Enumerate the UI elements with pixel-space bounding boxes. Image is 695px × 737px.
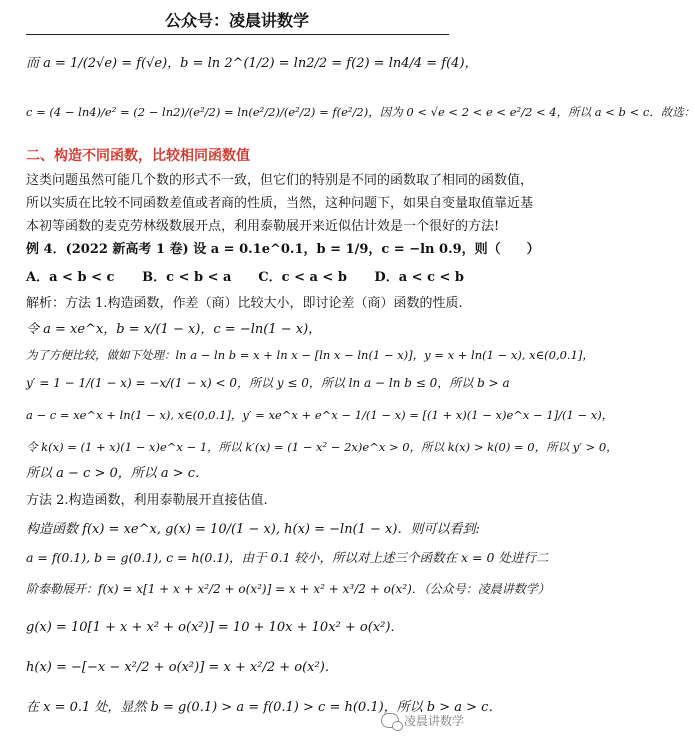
text-line-12: 构造函数 f(x) = xe^x, g(x) = 10/(1 − x), h(x) = −ln(1 − x)．则可以看到: (26, 522, 480, 537)
text-line-2: c = (4 − ln4)/e² = (2 − ln2)/(e²/2) = ln(e²/2)/(e²/2) = f(e²/2)，因为 0 < √e < 2 < e < e²/2 < 4，所以 a < b < c．故选： (26, 105, 695, 119)
example-title: 例 4．(2022 新高考 1 卷) 设 a = 0.1e^0.1，b = 1/9，c = −ln 0.9，则（ ） (26, 242, 540, 257)
text-line-7: 为了方便比较，做如下处理：ln a − ln b = x + ln x − [ln x − ln(1 − x)]，y = x + ln(1 − x), x∈(0,0.1]， (26, 348, 594, 362)
text-line-5: 本初等函数的麦克劳林级数展开点，利用泰勒展开来近似估计效是一个很好的方法! (26, 219, 500, 234)
choice-row (26, 270, 465, 286)
text-line-16: h(x) = −[−x − x²/2 + o(x²)] = x + x²/2 + o(x²)． (26, 660, 338, 675)
text-line-10: 令 k(x) = (1 + x)(1 − x)e^x − 1，所以 k′(x) = (1 − x² − 2x)e^x > 0，所以 k(x) > k(0) = 0，所以 y′ > 0， (26, 440, 618, 454)
watermark (381, 712, 464, 729)
text-line-13: a = f(0.1), b = g(0.1), c = h(0.1)，由于 0.1 较小，所以对上述三个函数在 x = 0 处进行二 (26, 550, 549, 565)
solution-line: 解析：方法 1.构造函数，作差（商）比较大小，即讨论差（商）函数的性质. (26, 296, 463, 311)
wechat-icon (381, 713, 399, 728)
text-line-4: 所以实质在比较不同函数差值或者商的性质，当然，这种问题下，如果自变量取值靠近基 (26, 196, 534, 211)
text-line-15: g(x) = 10[1 + x + x² + o(x²)] = 10 + 10x + 10x² + o(x²)． (26, 620, 404, 635)
text-line-1: 而 a = 1/(2√e) = f(√e)，b = ln 2^(1/2) = ln2/2 = f(2) = ln4/4 = f(4)， (26, 56, 478, 71)
text-line-17: 在 x = 0.1 处，显然 b = g(0.1) > a = f(0.1) > c = h(0.1)，所以 b > a > c． (26, 700, 502, 715)
page-header: 公众号：凌晨讲数学 (164, 11, 309, 30)
choice-c: C．c < a < b (258, 270, 347, 285)
header-divider (26, 34, 449, 35)
watermark-label: 凌晨讲数学 (403, 714, 464, 728)
text-line-9: a − c = xe^x + ln(1 − x), x∈(0,0.1]，y′ = xe^x + e^x − 1/(1 − x) = [(1 + x)(1 − x)e^x − 1]/(1 − x)， (26, 408, 614, 422)
choice-a: A．a < b < c (26, 270, 115, 285)
text-line-6: 令 a = xe^x，b = x/(1 − x)，c = −ln(1 − x)， (26, 322, 322, 337)
method-2: 方法 2.构造函数，利用泰勒展开直接估值. (26, 493, 268, 508)
choice-d: D．a < c < b (374, 270, 465, 285)
text-line-8: y′ = 1 − 1/(1 − x) = −x/(1 − x) < 0，所以 y ≤ 0，所以 ln a − ln b ≤ 0，所以 b > a (26, 376, 510, 390)
section-heading: 二、构造不同函数，比较相同函数值 (26, 148, 250, 164)
choice-b: B．c < b < a (142, 270, 232, 285)
text-line-14: 阶泰勒展开：f(x) = x[1 + x + x²/2 + o(x²)] = x + x² + x³/2 + o(x²)．（公众号：凌晨讲数学） (26, 582, 550, 596)
text-line-3: 这类问题虽然可能几个数的形式不一致，但它们的特别是不同的函数取了相同的函数值， (26, 173, 534, 188)
text-line-11: 所以 a − c > 0，所以 a > c． (26, 466, 209, 481)
